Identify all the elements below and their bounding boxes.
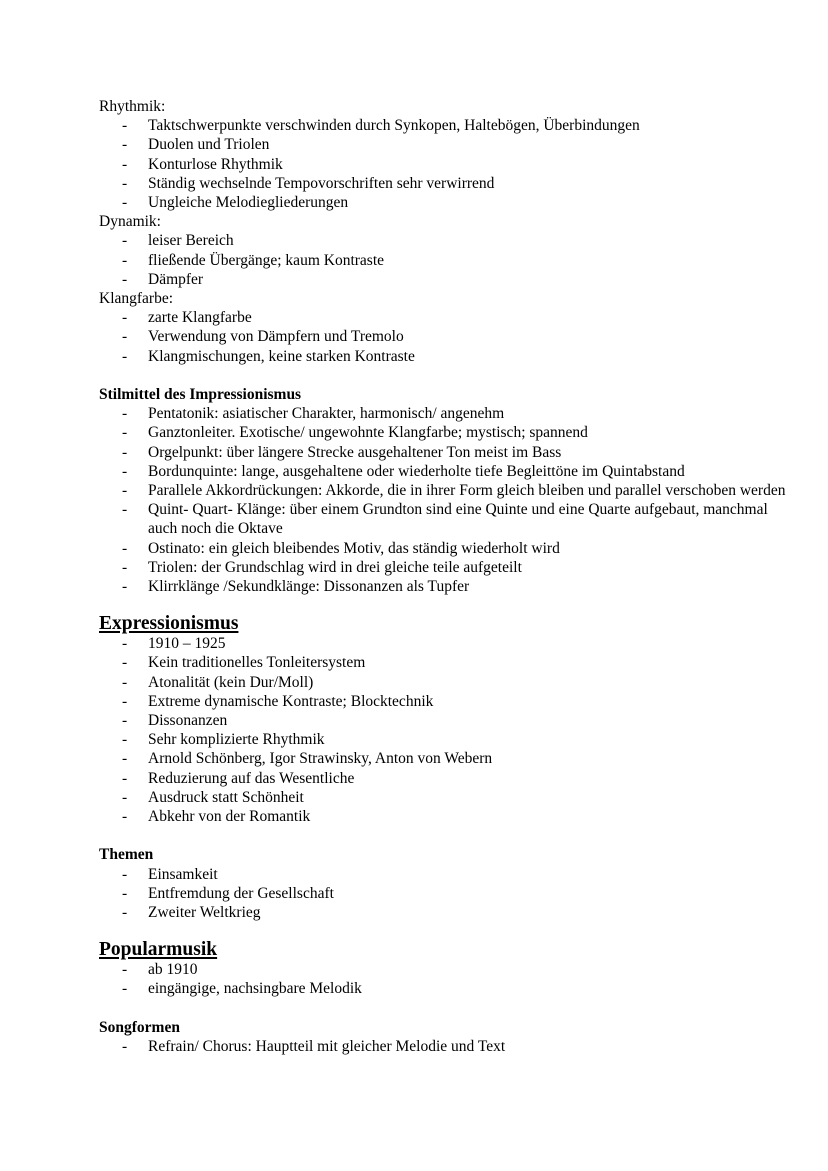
list-item [99,1037,799,1056]
dash-bullet: - [122,961,128,979]
list-item-text: Refrain/ Chorus: Hauptteil mit gleicher Melodie und Text [148,1038,506,1055]
list-item-text: Einsamkeit [148,865,218,883]
list-item-text: Bordunquinte: lange, ausgehaltene oder wiederholte tiefe Begleittöne im Quintabstand [148,462,685,480]
dash-bullet: - [122,136,128,154]
list-item [99,692,799,711]
list-item-text: Zweiter Weltkrieg [148,904,261,922]
rhythmik-label: Rhythmik: [99,98,166,115]
dash-bullet: - [122,194,128,211]
dash-bullet: - [122,270,128,288]
rhythmik-list [99,116,799,212]
list-item-text: eingängige, nachsingbare Melodik [148,980,362,998]
list-item [99,404,799,423]
list-item [99,558,799,577]
dash-bullet: - [122,750,128,768]
dash-bullet: - [122,155,128,173]
dash-bullet: - [122,481,128,499]
dash-bullet: - [122,712,128,730]
klangfarbe-label: Klangfarbe: [99,290,174,307]
dash-bullet: - [122,731,128,749]
dash-bullet: - [122,692,128,710]
list-item-text: Abkehr von der Romantik [148,808,311,826]
list-item-text: Entfremdung der Gesellschaft [148,884,334,902]
dash-bullet: - [122,980,128,998]
spacer [99,826,799,845]
list-item [99,539,799,558]
list-item [99,577,799,596]
list-item [99,251,799,270]
list-item-text: Ausdruck statt Schönheit [148,788,304,806]
list-item-text: Ständig wechselnde Tempovorschriften sehr verwirrend [148,174,495,192]
list-item-text: Kein traditionelles Tonleitersystem [148,654,366,672]
list-item-text: Ungleiche Melodiegliederungen [148,194,349,211]
list-item [99,155,799,174]
list-item [99,749,799,768]
list-item [99,347,799,366]
expressionismus-list [99,634,799,826]
dash-bullet: - [122,865,128,883]
list-item [99,308,799,327]
dash-bullet: - [122,788,128,806]
list-item [99,270,799,289]
spacer [99,922,799,939]
dash-bullet: - [122,232,128,250]
dash-bullet: - [122,174,128,192]
list-item-text: Triolen: der Grundschlag wird in drei gleiche teile aufgeteilt [148,558,522,576]
list-item-text: Quint- Quart- Klänge: über einem Grundton sind eine Quinte und eine Quarte aufgebaut, manchmal auch noch die Oktave [148,501,768,538]
list-item [99,500,799,538]
dash-bullet: - [122,347,128,365]
songformen-heading: Songformen [99,1018,180,1036]
spacer [99,366,799,385]
list-item-text: Orgelpunkt: über längere Strecke ausgehaltener Ton meist im Bass [148,443,562,461]
document-page [99,97,799,1056]
list-item [99,174,799,193]
dash-bullet: - [122,808,128,826]
list-item-text: Atonalität (kein Dur/Moll) [148,673,314,691]
list-item [99,711,799,730]
dash-bullet: - [122,884,128,902]
dash-bullet: - [122,673,128,691]
list-item [99,481,799,500]
list-item [99,884,799,903]
list-item-text: Klirrklänge /Sekundklänge: Dissonanzen als Tupfer [148,578,470,595]
list-item [99,443,799,462]
list-item-text: Pentatonik: asiatischer Charakter, harmonisch/ angenehm [148,405,505,423]
dash-bullet: - [122,117,128,135]
list-item-text: ab 1910 [148,961,198,979]
list-item [99,769,799,788]
songformen-list [99,1037,799,1056]
dynamik-list [99,231,799,289]
list-item-text: Taktschwerpunkte verschwinden durch Synkopen, Haltebögen, Überbindungen [148,117,640,135]
list-item [99,423,799,442]
list-item [99,730,799,749]
list-item-text: leiser Bereich [148,232,234,250]
list-item [99,193,799,212]
list-item [99,634,799,653]
list-item-text: Reduzierung auf das Wesentliche [148,769,355,787]
list-item-text: Extreme dynamische Kontraste; Blocktechnik [148,692,434,710]
list-item-text: zarte Klangfarbe [148,309,252,327]
list-item [99,807,799,826]
dash-bullet: - [122,769,128,787]
list-item-text: Verwendung von Dämpfern und Tremolo [148,328,404,346]
list-item [99,979,799,998]
list-item-text: Arnold Schönberg, Igor Strawinsky, Anton von Webern [148,750,493,768]
list-item-text: Sehr komplizierte Rhythmik [148,731,325,749]
list-item [99,653,799,672]
dash-bullet: - [122,405,128,423]
dash-bullet: - [122,578,128,595]
dash-bullet: - [122,539,128,557]
list-item [99,673,799,692]
popularmusik-heading: Popularmusik [99,939,218,961]
dash-bullet: - [122,635,128,653]
stilmittel-list [99,404,799,596]
dash-bullet: - [122,251,128,269]
list-item [99,327,799,346]
spacer [99,596,799,613]
list-item-text: Parallele Akkordrückungen: Akkorde, die in ihrer Form gleich bleiben und parallel verschoben werden [148,481,786,499]
dash-bullet: - [122,462,128,480]
dynamik-label: Dynamik: [99,213,161,231]
list-item [99,788,799,807]
list-item [99,462,799,481]
list-item [99,903,799,922]
klangfarbe-list [99,308,799,366]
dash-bullet: - [122,1038,128,1055]
list-item [99,135,799,154]
list-item-text: Duolen und Triolen [148,136,270,154]
list-item [99,865,799,884]
dash-bullet: - [122,424,128,442]
themen-heading: Themen [99,846,154,864]
dash-bullet: - [122,309,128,327]
dash-bullet: - [122,443,128,461]
list-item [99,960,799,979]
dash-bullet: - [122,654,128,672]
list-item [99,116,799,135]
list-item-text: Konturlose Rhythmik [148,155,283,173]
dash-bullet: - [122,328,128,346]
dash-bullet: - [122,501,128,519]
popularmusik-list [99,960,799,998]
list-item-text: Dämpfer [148,270,204,288]
list-item [99,231,799,250]
list-item-text: Dissonanzen [148,712,228,730]
expressionismus-heading: Expressionismus [99,613,239,635]
list-item-text: 1910 – 1925 [148,635,226,653]
dash-bullet: - [122,904,128,922]
themen-list [99,865,799,923]
list-item-text: fließende Übergänge; kaum Kontraste [148,251,385,269]
dash-bullet: - [122,558,128,576]
stilmittel-heading: Stilmittel des Impressionismus [99,385,302,403]
list-item-text: Klangmischungen, keine starken Kontraste [148,347,415,365]
spacer [99,999,799,1018]
list-item-text: Ostinato: ein gleich bleibendes Motiv, das ständig wiederholt wird [148,539,560,557]
list-item-text: Ganztonleiter. Exotische/ ungewohnte Klangfarbe; mystisch; spannend [148,424,588,442]
